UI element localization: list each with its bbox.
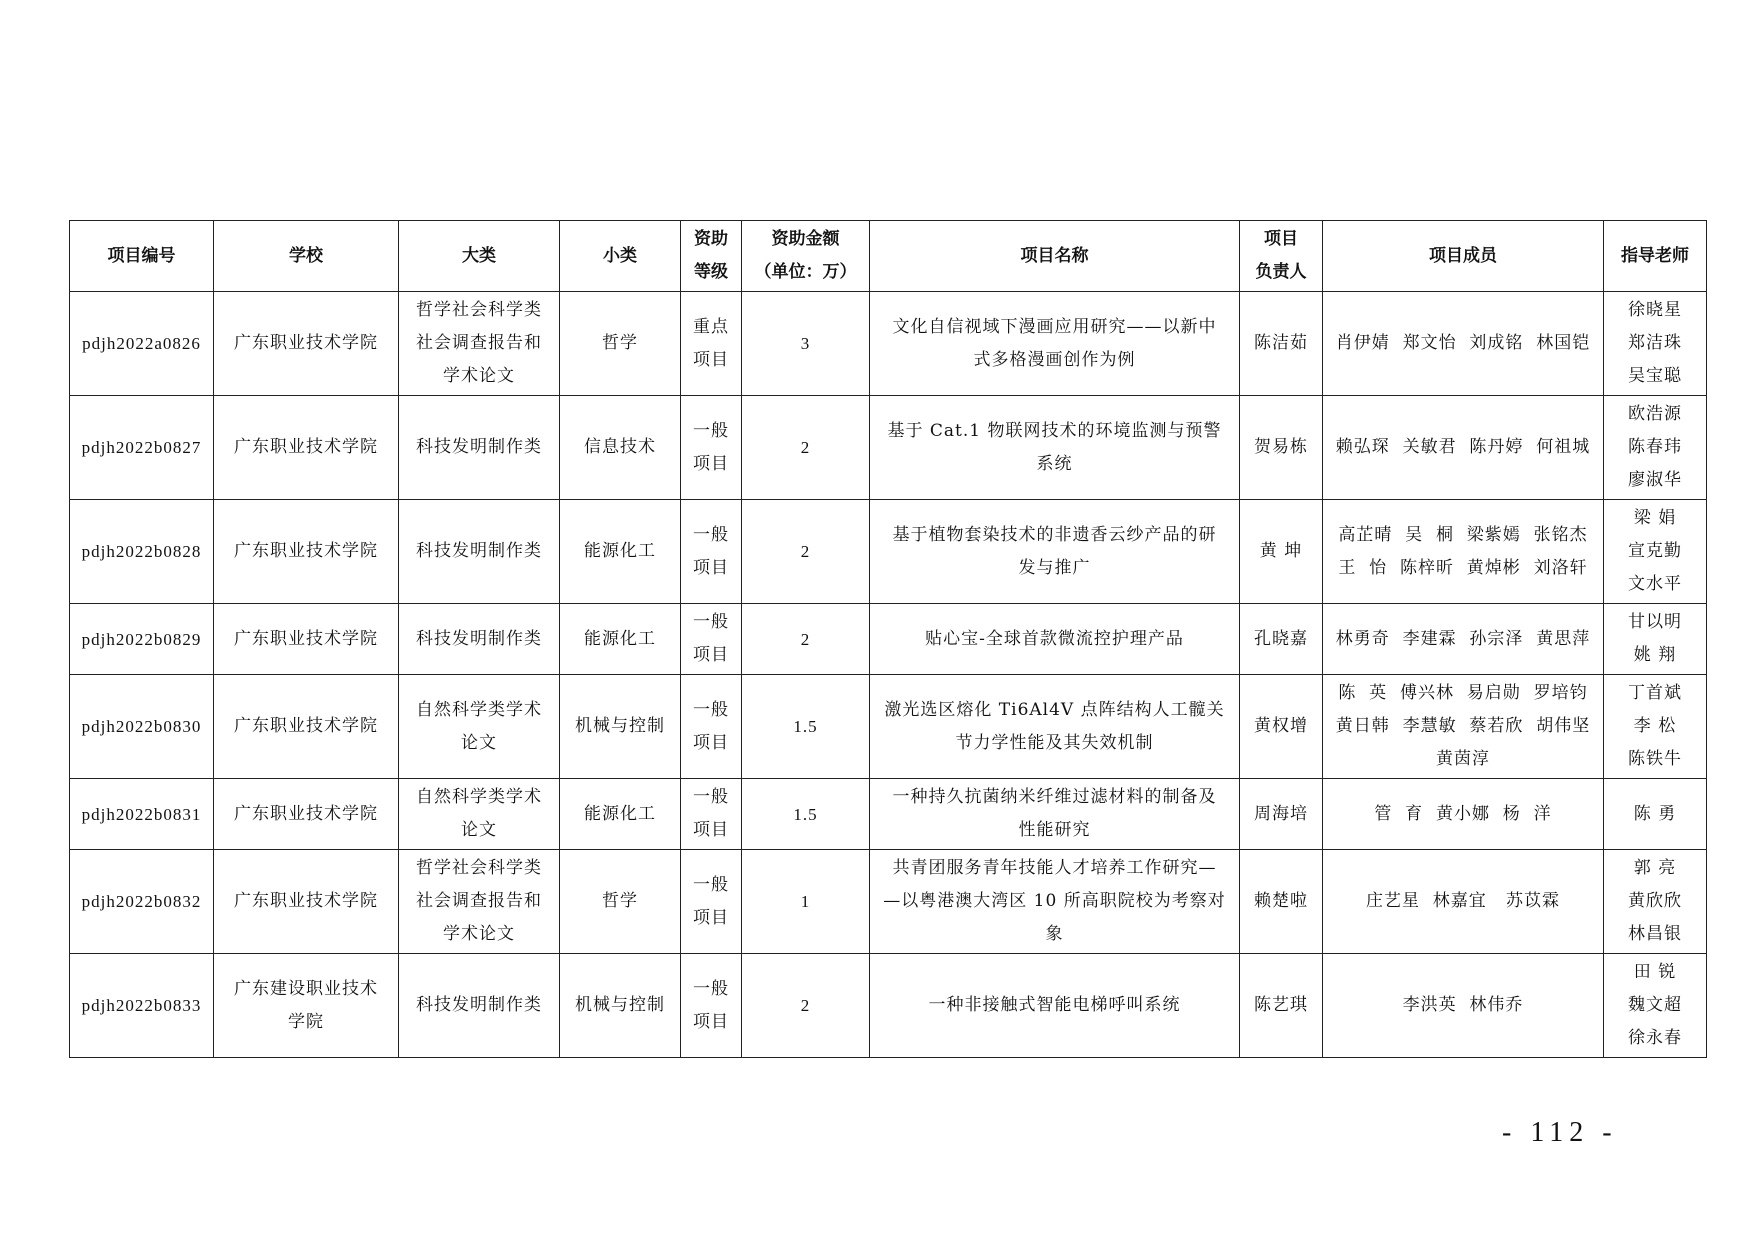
cell-members bbox=[1323, 954, 1604, 1058]
cell-project-name-line: 一种非接触式智能电梯呼叫系统 bbox=[928, 995, 1181, 1015]
header-leader bbox=[1240, 221, 1323, 292]
cell-category bbox=[399, 500, 560, 604]
cell-category bbox=[399, 604, 560, 675]
cell-advisors-line: 姚 翔 bbox=[1633, 645, 1677, 665]
cell-category bbox=[399, 850, 560, 954]
cell-school bbox=[214, 396, 399, 500]
cell-members bbox=[1323, 396, 1604, 500]
cell-members-line: 林勇奇 李建霖 孙宗泽 黄思萍 bbox=[1335, 628, 1591, 649]
header-code: 项目编号 bbox=[70, 221, 214, 292]
cell-advisors bbox=[1604, 779, 1707, 850]
cell-school bbox=[214, 675, 399, 779]
cell-project-name-line: 式多格漫画创作为例 bbox=[973, 349, 1136, 370]
page-number: - 112 - bbox=[1502, 1117, 1618, 1148]
header-amount-line2: （单位：万） bbox=[754, 262, 857, 282]
table-row bbox=[70, 850, 1707, 954]
header-level-line1: 资助 bbox=[694, 229, 728, 249]
cell-advisors-line: 黄欣欣 bbox=[1628, 891, 1682, 911]
cell-level bbox=[681, 500, 742, 604]
cell-category-line: 科技发明制作类 bbox=[416, 437, 542, 457]
header-level bbox=[681, 221, 742, 292]
cell-project-name bbox=[870, 675, 1240, 779]
cell-level-line: 项目 bbox=[693, 1011, 729, 1032]
cell-project-name-line: 基于 Cat.1 物联网技术的环境监测与预警 bbox=[887, 420, 1222, 441]
cell-amount: 1 bbox=[742, 850, 870, 954]
cell-advisors-line: 徐晓星 bbox=[1628, 300, 1682, 320]
cell-project-name-line: 一种持久抗菌纳米纤维过滤材料的制备及 bbox=[892, 787, 1217, 807]
table-row bbox=[70, 292, 1707, 396]
cell-project-name bbox=[870, 500, 1240, 604]
cell-advisors-line: 魏文超 bbox=[1628, 995, 1682, 1015]
header-name: 项目名称 bbox=[870, 221, 1240, 292]
cell-category-line: 自然科学类学术 bbox=[416, 699, 542, 720]
cell-school bbox=[214, 779, 399, 850]
cell-members bbox=[1323, 500, 1604, 604]
cell-leader: 孔晓嘉 bbox=[1240, 604, 1323, 675]
cell-members-line: 黄茵淳 bbox=[1436, 749, 1490, 769]
cell-members bbox=[1323, 675, 1604, 779]
cell-advisors-line: 陈春玮 bbox=[1628, 437, 1682, 457]
cell-project-name bbox=[870, 850, 1240, 954]
cell-level bbox=[681, 779, 742, 850]
cell-project-name-line: 象 bbox=[1045, 924, 1064, 944]
cell-advisors-line: 甘以明 bbox=[1628, 612, 1682, 632]
cell-project-name-line: 基于植物套染技术的非遗香云纱产品的研 bbox=[892, 524, 1217, 545]
cell-category-line: 科技发明制作类 bbox=[416, 628, 542, 649]
cell-project-name-line: 共青团服务青年技能人才培养工作研究— bbox=[892, 858, 1217, 878]
header-subcategory: 小类 bbox=[560, 221, 681, 292]
cell-code: pdjh2022b0833 bbox=[70, 954, 214, 1058]
header-school: 学校 bbox=[214, 221, 399, 292]
cell-members-line: 高芷晴 吴 桐 梁紫嫣 张铭杰 bbox=[1338, 524, 1588, 545]
cell-amount: 2 bbox=[742, 604, 870, 675]
cell-school-line: 广东职业技术学院 bbox=[234, 716, 378, 736]
cell-advisors-line: 郑洁珠 bbox=[1628, 333, 1682, 353]
cell-category-line: 论文 bbox=[461, 820, 497, 840]
cell-leader: 黄权增 bbox=[1240, 675, 1323, 779]
cell-level-line: 项目 bbox=[693, 645, 729, 665]
cell-level-line: 项目 bbox=[693, 820, 729, 840]
cell-members-line: 庄艺星 林嘉宜 苏苡霖 bbox=[1365, 891, 1561, 911]
cell-subcategory: 信息技术 bbox=[560, 396, 681, 500]
cell-leader: 陈艺琪 bbox=[1240, 954, 1323, 1058]
table-row bbox=[70, 675, 1707, 779]
cell-level-line: 一般 bbox=[693, 420, 729, 441]
cell-code: pdjh2022b0829 bbox=[70, 604, 214, 675]
cell-school bbox=[214, 850, 399, 954]
cell-level-line: 项目 bbox=[693, 349, 729, 370]
cell-advisors-line: 林昌银 bbox=[1628, 924, 1682, 944]
cell-advisors-line: 梁 娟 bbox=[1633, 508, 1677, 528]
table-row bbox=[70, 954, 1707, 1058]
cell-category-line: 科技发明制作类 bbox=[416, 541, 542, 561]
cell-subcategory: 能源化工 bbox=[560, 779, 681, 850]
cell-category-line: 社会调查报告和 bbox=[416, 891, 542, 911]
cell-members bbox=[1323, 292, 1604, 396]
cell-code: pdjh2022a0826 bbox=[70, 292, 214, 396]
cell-level bbox=[681, 604, 742, 675]
cell-advisors-line: 郭 亮 bbox=[1633, 858, 1677, 878]
cell-project-name-line: 节力学性能及其失效机制 bbox=[955, 732, 1154, 753]
cell-members-line: 王 怡 陈梓昕 黄焯彬 刘洛轩 bbox=[1338, 557, 1588, 578]
cell-subcategory: 机械与控制 bbox=[560, 954, 681, 1058]
cell-members-line: 黄日韩 李慧敏 蔡若欣 胡伟坚 bbox=[1335, 716, 1591, 736]
header-leader-line1: 项目 bbox=[1264, 229, 1298, 249]
cell-amount: 1.5 bbox=[742, 675, 870, 779]
table-row bbox=[70, 604, 1707, 675]
cell-category bbox=[399, 396, 560, 500]
cell-advisors-line: 徐永春 bbox=[1628, 1028, 1682, 1048]
cell-subcategory: 机械与控制 bbox=[560, 675, 681, 779]
cell-advisors-line: 宣克勤 bbox=[1628, 541, 1682, 561]
cell-code: pdjh2022b0828 bbox=[70, 500, 214, 604]
cell-category-line: 学术论文 bbox=[443, 924, 515, 944]
cell-category bbox=[399, 779, 560, 850]
cell-level bbox=[681, 954, 742, 1058]
cell-advisors-line: 丁首斌 bbox=[1628, 683, 1682, 703]
header-level-line2: 等级 bbox=[694, 262, 728, 282]
cell-advisors-line: 欧浩源 bbox=[1628, 404, 1682, 424]
cell-school bbox=[214, 292, 399, 396]
cell-advisors bbox=[1604, 500, 1707, 604]
cell-code: pdjh2022b0830 bbox=[70, 675, 214, 779]
cell-level-line: 项目 bbox=[693, 732, 729, 753]
cell-advisors-line: 陈铁牛 bbox=[1628, 749, 1682, 769]
cell-category-line: 哲学社会科学类 bbox=[416, 858, 542, 878]
cell-project-name bbox=[870, 396, 1240, 500]
cell-level-line: 项目 bbox=[693, 557, 729, 578]
cell-project-name bbox=[870, 954, 1240, 1058]
cell-level-line: 一般 bbox=[693, 787, 729, 807]
cell-members bbox=[1323, 779, 1604, 850]
cell-category-line: 哲学社会科学类 bbox=[416, 300, 542, 320]
cell-code: pdjh2022b0827 bbox=[70, 396, 214, 500]
cell-subcategory: 能源化工 bbox=[560, 500, 681, 604]
cell-advisors bbox=[1604, 604, 1707, 675]
cell-members-line: 管 育 黄小娜 杨 洋 bbox=[1374, 803, 1552, 824]
cell-category bbox=[399, 954, 560, 1058]
cell-advisors-line: 廖淑华 bbox=[1628, 470, 1682, 490]
table-row bbox=[70, 500, 1707, 604]
cell-subcategory: 哲学 bbox=[560, 850, 681, 954]
cell-amount: 2 bbox=[742, 396, 870, 500]
cell-school bbox=[214, 500, 399, 604]
cell-category-line: 社会调查报告和 bbox=[416, 333, 542, 353]
cell-project-name-line: 激光选区熔化 Ti6Al4V 点阵结构人工髋关 bbox=[884, 699, 1225, 720]
cell-project-name-line: 性能研究 bbox=[1018, 820, 1091, 840]
cell-leader: 黄 坤 bbox=[1240, 500, 1323, 604]
cell-amount: 2 bbox=[742, 500, 870, 604]
cell-advisors-line: 文水平 bbox=[1628, 574, 1682, 594]
cell-code: pdjh2022b0831 bbox=[70, 779, 214, 850]
cell-project-name-line: 发与推广 bbox=[1018, 557, 1091, 578]
cell-members bbox=[1323, 604, 1604, 675]
cell-level-line: 项目 bbox=[693, 453, 729, 474]
cell-subcategory: 能源化工 bbox=[560, 604, 681, 675]
table-body bbox=[70, 292, 1707, 1058]
cell-advisors bbox=[1604, 850, 1707, 954]
table-row bbox=[70, 396, 1707, 500]
cell-level bbox=[681, 675, 742, 779]
cell-school-line: 广东职业技术学院 bbox=[234, 437, 378, 457]
cell-project-name-line: 系统 bbox=[1036, 453, 1073, 474]
cell-project-name bbox=[870, 604, 1240, 675]
cell-school bbox=[214, 954, 399, 1058]
cell-project-name-line: —以粤港澳大湾区 10 所高职院校为考察对 bbox=[883, 891, 1226, 911]
cell-level-line: 一般 bbox=[693, 978, 729, 999]
header-advisors: 指导老师 bbox=[1604, 221, 1707, 292]
cell-members-line: 李洪英 林伟乔 bbox=[1402, 995, 1524, 1015]
cell-advisors-line: 吴宝聪 bbox=[1628, 366, 1682, 386]
table-row bbox=[70, 779, 1707, 850]
header-leader-line2: 负责人 bbox=[1255, 262, 1307, 282]
cell-project-name-line: 贴心宝-全球首款微流控护理产品 bbox=[925, 628, 1184, 649]
cell-level bbox=[681, 292, 742, 396]
cell-members-line: 赖弘琛 关敏君 陈丹婷 何祖城 bbox=[1335, 437, 1591, 457]
cell-level-line: 重点 bbox=[693, 316, 729, 337]
cell-level-line: 项目 bbox=[693, 907, 729, 928]
cell-advisors bbox=[1604, 675, 1707, 779]
cell-advisors-line: 陈 勇 bbox=[1633, 803, 1677, 824]
cell-school-line: 广东建设职业技术 bbox=[234, 978, 378, 999]
cell-members-line: 陈 英 傅兴林 易启勋 罗培钧 bbox=[1338, 683, 1588, 703]
cell-code: pdjh2022b0832 bbox=[70, 850, 214, 954]
cell-school bbox=[214, 604, 399, 675]
cell-school-line: 学院 bbox=[288, 1011, 324, 1032]
cell-leader: 赖楚啦 bbox=[1240, 850, 1323, 954]
cell-subcategory: 哲学 bbox=[560, 292, 681, 396]
cell-level-line: 一般 bbox=[693, 524, 729, 545]
cell-advisors-line: 田 锐 bbox=[1633, 962, 1677, 982]
cell-school-line: 广东职业技术学院 bbox=[234, 333, 378, 353]
cell-members-line: 肖伊婧 郑文怡 刘成铭 林国铠 bbox=[1335, 333, 1591, 353]
header-category: 大类 bbox=[399, 221, 560, 292]
cell-category-line: 科技发明制作类 bbox=[416, 995, 542, 1015]
cell-leader: 陈洁茹 bbox=[1240, 292, 1323, 396]
cell-project-name-line: 文化自信视域下漫画应用研究——以新中 bbox=[892, 316, 1217, 337]
cell-category-line: 自然科学类学术 bbox=[416, 787, 542, 807]
cell-advisors-line: 李 松 bbox=[1633, 716, 1677, 736]
cell-level-line: 一般 bbox=[693, 699, 729, 720]
header-amount bbox=[742, 221, 870, 292]
cell-level bbox=[681, 850, 742, 954]
cell-project-name bbox=[870, 779, 1240, 850]
cell-project-name bbox=[870, 292, 1240, 396]
header-row bbox=[70, 221, 1707, 292]
cell-level bbox=[681, 396, 742, 500]
cell-amount: 2 bbox=[742, 954, 870, 1058]
cell-category-line: 论文 bbox=[461, 732, 497, 753]
cell-advisors bbox=[1604, 954, 1707, 1058]
cell-amount: 3 bbox=[742, 292, 870, 396]
cell-amount: 1.5 bbox=[742, 779, 870, 850]
cell-advisors bbox=[1604, 396, 1707, 500]
cell-school-line: 广东职业技术学院 bbox=[234, 541, 378, 561]
project-table bbox=[69, 220, 1707, 1058]
cell-school-line: 广东职业技术学院 bbox=[234, 803, 378, 824]
cell-advisors bbox=[1604, 292, 1707, 396]
cell-category bbox=[399, 292, 560, 396]
cell-level-line: 一般 bbox=[693, 874, 729, 895]
cell-school-line: 广东职业技术学院 bbox=[234, 628, 378, 649]
header-amount-line1: 资助金额 bbox=[771, 229, 840, 249]
cell-school-line: 广东职业技术学院 bbox=[234, 891, 378, 911]
cell-members bbox=[1323, 850, 1604, 954]
cell-leader: 周海培 bbox=[1240, 779, 1323, 850]
cell-level-line: 一般 bbox=[693, 612, 729, 632]
header-members: 项目成员 bbox=[1323, 221, 1604, 292]
cell-leader: 贺易栋 bbox=[1240, 396, 1323, 500]
cell-category bbox=[399, 675, 560, 779]
cell-category-line: 学术论文 bbox=[443, 366, 515, 386]
